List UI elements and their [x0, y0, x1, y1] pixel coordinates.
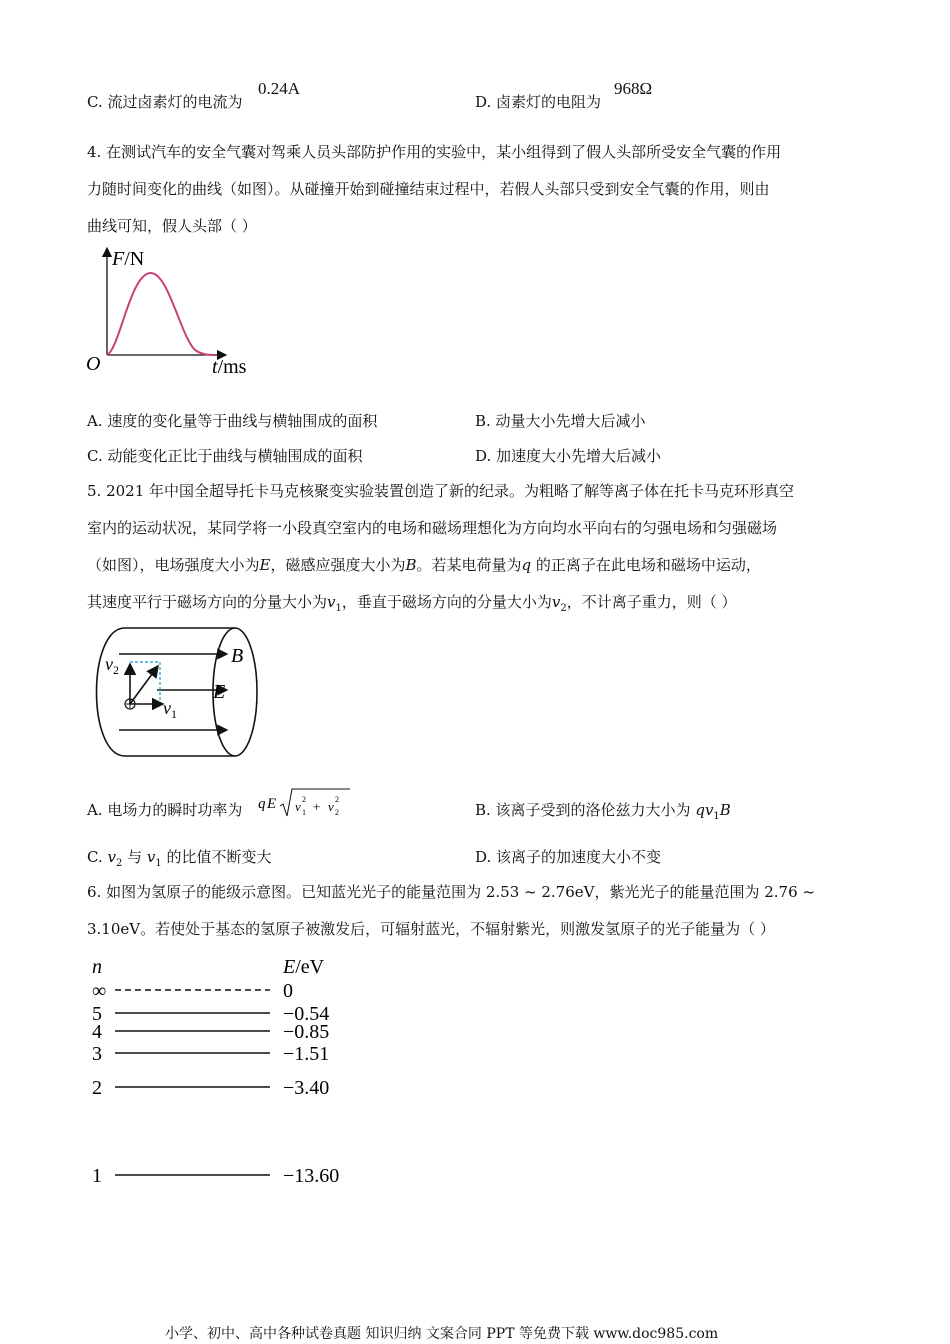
- q5-stem-line2: 室内的运动状况，某同学将一小段真空室内的电场和磁场理想化为方向均水平向右的匀强电场和匀强磁场: [87, 519, 778, 537]
- level-n-label: 3: [92, 1043, 102, 1065]
- q5-option-b: B. 该离子受到的洛伦兹力大小为 $qv_1B$: [475, 801, 731, 822]
- cylinder-field-diagram: [85, 620, 275, 765]
- q4-option-c: C. 动能变化正比于曲线与横轴围成的面积: [87, 447, 363, 465]
- level-diagram-n-header: n: [92, 956, 102, 978]
- q3-option-c-label: C. 流过卤素灯的电流为: [87, 93, 243, 111]
- graph-x-label: t/ms: [212, 356, 247, 378]
- energy-level-diagram: [80, 950, 380, 1195]
- svg-text:v: v: [295, 799, 301, 814]
- level-energy-label: 0: [283, 980, 293, 1002]
- label-v1: $v_1$: [163, 698, 177, 721]
- q3-option-d-label: D. 卤素灯的电阻为: [475, 93, 602, 111]
- level-diagram-e-header: E/eV: [283, 956, 325, 978]
- svg-text:1: 1: [302, 808, 306, 817]
- level-energy-label: −0.54: [283, 1003, 330, 1025]
- svg-text:2: 2: [302, 795, 306, 804]
- svg-text:+: +: [313, 799, 321, 814]
- svg-text:v: v: [328, 799, 334, 814]
- q5-stem-line3: （如图），电场强度大小为E，磁感应强度大小为B。若某电荷量为q 的正离子在此电场和磁场中运动，: [87, 556, 761, 574]
- level-energy-label: −0.85: [283, 1021, 330, 1043]
- level-n-label: ∞: [92, 980, 107, 1002]
- force-curve: [107, 273, 215, 355]
- svg-text:q: q: [258, 796, 266, 812]
- q5-option-d: D. 该离子的加速度大小不变: [475, 848, 662, 866]
- graph-y-label: F/N: [112, 248, 145, 270]
- svg-text:2: 2: [335, 808, 339, 817]
- q5-option-a-formula: [258, 786, 353, 822]
- q4-stem-line1: 4. 在测试汽车的安全气囊对驾乘人员头部防护作用的实验中，某小组得到了假人头部所受安全气囊的作用: [87, 143, 782, 161]
- q4-option-b: B. 动量大小先增大后减小: [475, 412, 646, 430]
- q3-option-d-value: 968Ω: [614, 79, 653, 98]
- q5-option-a-label: A. 电场力的瞬时功率为: [87, 801, 243, 819]
- level-n-label: 2: [92, 1077, 102, 1099]
- level-n-label: 5: [92, 1003, 102, 1025]
- v-vector: [130, 666, 158, 704]
- q6-stem-line1: 6. 如图为氢原子的能级示意图。已知蓝光光子的能量范围为 2.53 ~ 2.76eV，紫光光子的能量范围为 2.76 ~: [87, 883, 815, 901]
- q5-stem-line1: 5. 2021 年中国全超导托卡马克核聚变实验装置创造了新的纪录。为粗略了解等离子体在托卡马克环形真空: [87, 482, 795, 500]
- level-energy-label: −13.60: [283, 1165, 340, 1187]
- q3-option-c-value: 0.24A: [258, 79, 301, 98]
- level-energy-label: −1.51: [283, 1043, 330, 1065]
- svg-text:2: 2: [335, 795, 339, 804]
- q4-option-a: A. 速度的变化量等于曲线与横轴围成的面积: [87, 412, 378, 430]
- label-B: B: [231, 645, 244, 667]
- q5-option-c: C. $v_2$ 与 $v_1$ 的比值不断变大: [87, 848, 272, 869]
- label-E: E: [213, 681, 226, 703]
- q4-stem-line3: 曲线可知，假人头部（ ）: [87, 217, 257, 235]
- level-energy-label: −3.40: [283, 1077, 330, 1099]
- q4-option-d: D. 加速度大小先增大后减小: [475, 447, 662, 465]
- level-n-label: 4: [92, 1021, 102, 1043]
- force-time-graph: [80, 240, 270, 385]
- svg-text:E: E: [267, 796, 277, 812]
- page-footer: 小学、初中、高中各种试卷真题 知识归纳 文案合同 PPT 等免费下载 www.doc985.com: [165, 1326, 719, 1342]
- q6-stem-line2: 3.10eV。若使处于基态的氢原子被激发后，可辐射蓝光，不辐射紫光，则激发氢原子的光子能量为（ ）: [87, 920, 775, 938]
- level-n-label: 1: [92, 1165, 102, 1187]
- label-v2: $v_2$: [105, 654, 119, 677]
- graph-origin: O: [86, 353, 101, 375]
- q4-stem-line2: 力随时间变化的曲线（如图）。从碰撞开始到碰撞结束过程中，若假人头部只受到安全气囊的作用，则由: [87, 180, 770, 198]
- q5-stem-line4: 其速度平行于磁场方向的分量大小为$v_1$，垂直于磁场方向的分量大小为$v_2$，不计离子重力，则（ ）: [87, 593, 737, 614]
